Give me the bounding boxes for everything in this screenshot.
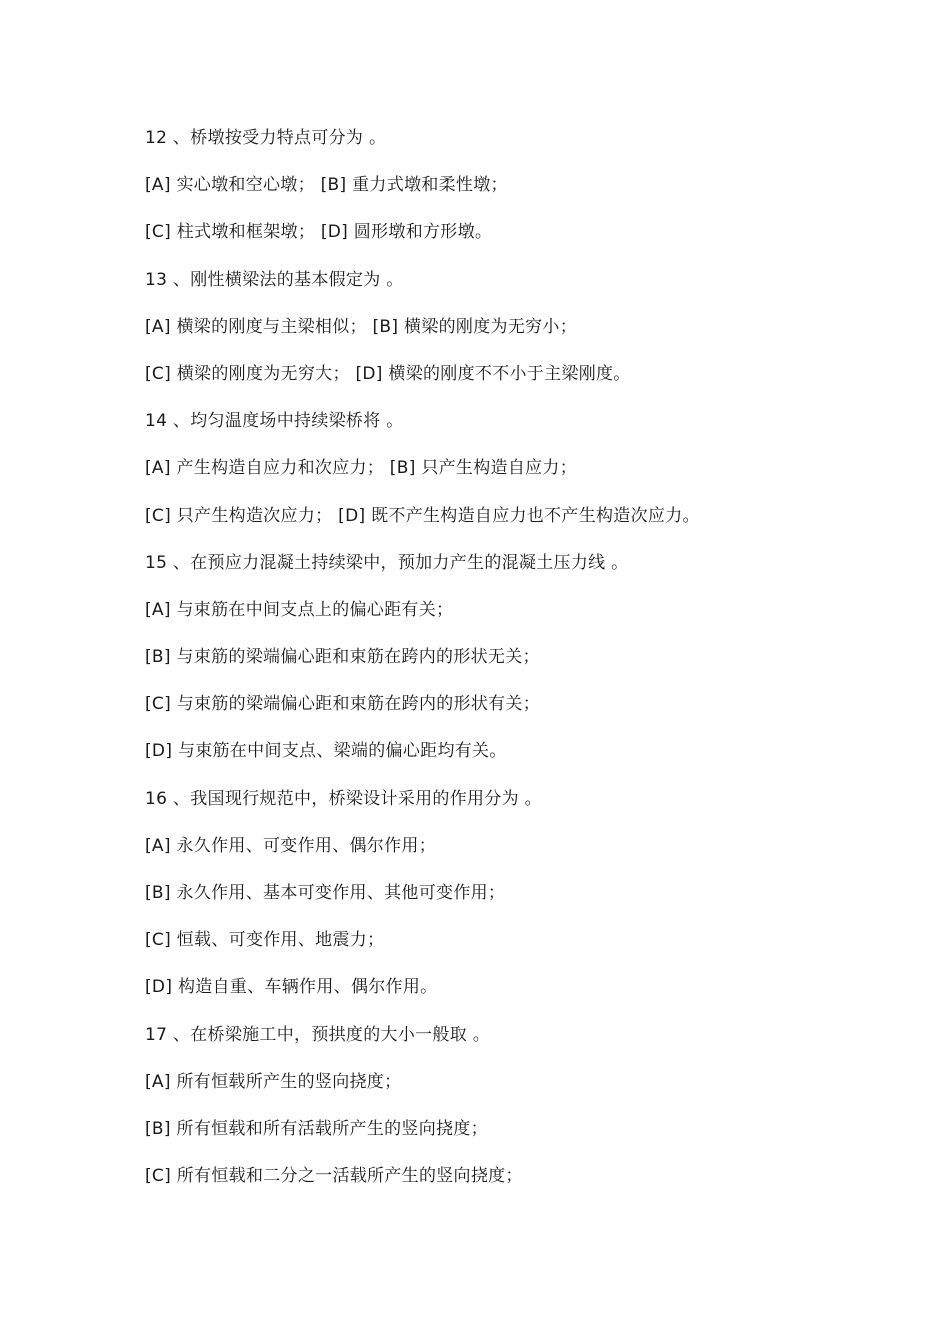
question-16-option-a: [A] 永久作用、可变作用、偶尔作用； — [145, 835, 436, 856]
question-13-options-cd: [C] 横梁的刚度为无穷大； [D] 横梁的刚度不不小于主梁刚度。 — [145, 363, 631, 384]
question-12-options-ab: [A] 实心墩和空心墩； [B] 重力式墩和柔性墩； — [145, 175, 508, 196]
question-15: 15 、在预应力混凝土持续梁中，预加力产生的混凝土压力线 。 — [145, 552, 629, 573]
question-12: 12 、桥墩按受力特点可分为 。 — [145, 128, 387, 148]
question-16-option-b: [B] 永久作用、基本可变作用、其他可变作用； — [145, 883, 506, 903]
question-14-options-cd: [C] 只产生构造次应力； [D] 既不产生构造自应力也不产生构造次应力。 — [145, 505, 700, 526]
question-15-option-a: [A] 与束筋在中间支点上的偏心距有关； — [145, 599, 454, 620]
question-16-option-d: [D] 构造自重、车辆作用、偶尔作用。 — [145, 977, 438, 998]
question-13: 13 、刚性横梁法的基本假定为 。 — [145, 269, 404, 290]
question-17: 17 、在桥梁施工中，预拱度的大小一般取 。 — [145, 1024, 491, 1045]
question-17-option-a: [A] 所有恒载所产生的竖向挠度； — [145, 1071, 402, 1092]
question-14-options-ab: [A] 产生构造自应力和次应力； [B] 只产生构造自应力； — [145, 458, 578, 479]
question-15-option-b: [B] 与束筋的梁端偏心距和束筋在跨内的形状无关； — [145, 647, 540, 668]
question-17-option-b: [B] 所有恒载和所有活载所产生的竖向挠度； — [145, 1118, 488, 1139]
document-body — [145, 124, 905, 1209]
question-12-options-cd: [C] 柱式墩和框架墩； [D] 圆形墩和方形墩。 — [145, 222, 493, 243]
question-13-options-ab: [A] 横梁的刚度与主梁相似； [B] 横梁的刚度为无穷小； — [145, 316, 578, 337]
question-16: 16 、我国现行规范中，桥梁设计采用的作用分为 。 — [145, 788, 542, 809]
question-17-option-c: [C] 所有恒载和二分之一活载所产生的竖向挠度； — [145, 1166, 523, 1187]
question-15-option-c: [C] 与束筋的梁端偏心距和束筋在跨内的形状有关； — [145, 694, 541, 715]
question-16-option-c: [C] 恒载、可变作用、地震力； — [145, 930, 385, 951]
question-14: 14 、均匀温度场中持续梁桥将 。 — [145, 411, 404, 432]
question-15-option-d: [D] 与束筋在中间支点、梁端的偏心距均有关。 — [145, 741, 507, 762]
